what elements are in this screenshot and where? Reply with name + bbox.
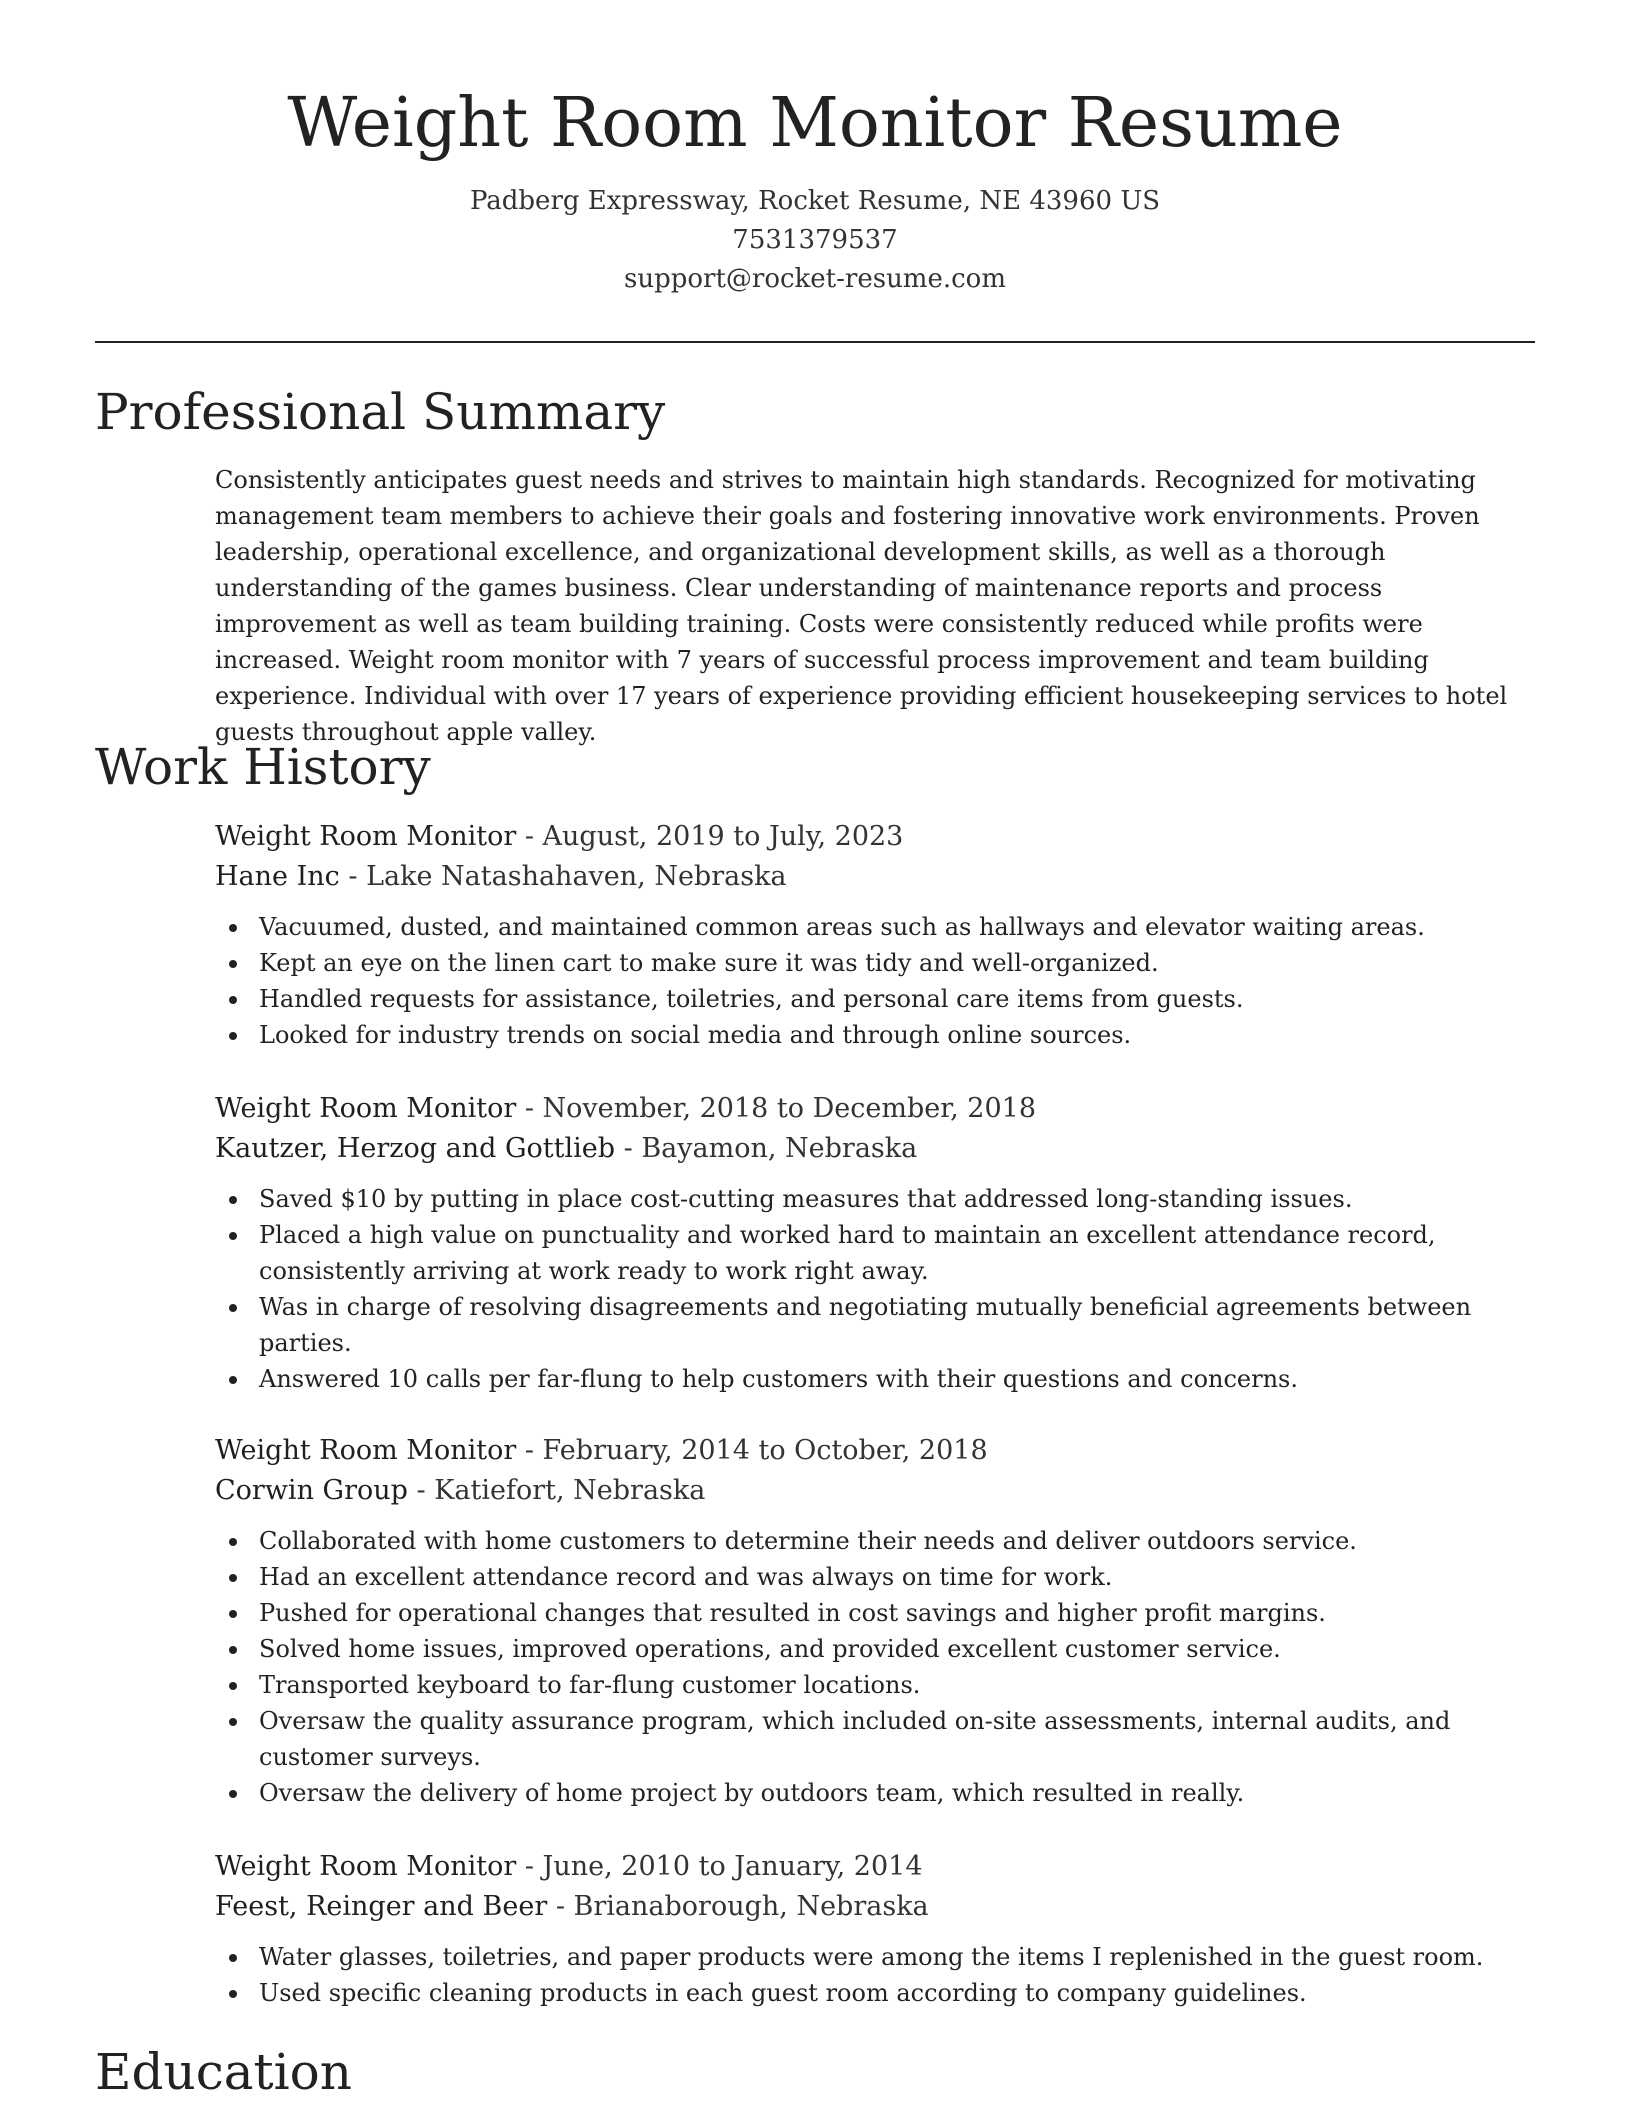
job-entry <box>215 1847 1535 2011</box>
job-bullet: Vacuumed, dusted, and maintained common areas such as hallways and elevator waiting areas. <box>259 909 1535 945</box>
job-title: Weight Room Monitor <box>215 1435 517 1466</box>
job-bullet: Oversaw the delivery of home project by outdoors team, which resulted in really. <box>259 1775 1535 1811</box>
job-separator: - <box>348 861 367 892</box>
education-heading: Education <box>95 2043 352 2101</box>
job-separator: - <box>623 1133 642 1164</box>
job-bullets <box>215 1181 1535 1397</box>
job-company-line <box>215 857 1535 897</box>
work-history-heading: Work History <box>95 738 431 796</box>
job-bullet: Kept an eye on the linen cart to make sure it was tidy and well-organized. <box>259 945 1535 981</box>
job-title-line <box>215 1089 1535 1129</box>
job-company-line <box>215 1129 1535 1169</box>
contact-info <box>95 182 1535 299</box>
job-dates: February, 2014 to October, 2018 <box>542 1435 988 1466</box>
job-bullet: Transported keyboard to far-flung customer locations. <box>259 1667 1535 1703</box>
job-bullet: Handled requests for assistance, toiletries, and personal care items from guests. <box>259 981 1535 1017</box>
job-company: Feest, Reinger and Beer <box>215 1891 548 1922</box>
job-bullets <box>215 1523 1535 1811</box>
job-bullet: Was in charge of resolving disagreements and negotiating mutually beneficial agreements between parties. <box>259 1289 1535 1361</box>
job-separator: - <box>416 1475 435 1506</box>
job-location: Bayamon, Nebraska <box>641 1133 918 1164</box>
contact-email: support@rocket-resume.com <box>623 264 1006 294</box>
job-bullet: Saved $10 by putting in place cost-cutting measures that addressed long-standing issues. <box>259 1181 1535 1217</box>
summary-heading: Professional Summary <box>95 383 666 441</box>
job-title: Weight Room Monitor <box>215 821 517 852</box>
job-entry <box>215 817 1535 1053</box>
job-separator: - <box>555 1891 574 1922</box>
job-location: Lake Natashahaven, Nebraska <box>366 861 787 892</box>
job-separator: - <box>524 1093 543 1124</box>
job-bullet: Had an excellent attendance record and was always on time for work. <box>259 1559 1535 1595</box>
job-title: Weight Room Monitor <box>215 1093 517 1124</box>
page-title: Weight Room Monitor Resume <box>287 84 1343 163</box>
job-company-line <box>215 1887 1535 1927</box>
job-company-line <box>215 1471 1535 1511</box>
job-bullet: Used specific cleaning products in each guest room according to company guidelines. <box>259 1975 1535 2011</box>
job-bullet: Oversaw the quality assurance program, which included on-site assessments, internal audits, and customer surveys. <box>259 1703 1535 1775</box>
job-entry <box>215 1431 1535 1811</box>
job-dates: June, 2010 to January, 2014 <box>542 1851 923 1882</box>
job-bullets <box>215 1939 1535 2011</box>
job-dates: November, 2018 to December, 2018 <box>542 1093 1037 1124</box>
job-bullets <box>215 909 1535 1053</box>
job-bullet: Solved home issues, improved operations, and provided excellent customer service. <box>259 1631 1535 1667</box>
job-location: Katiefort, Nebraska <box>434 1475 706 1506</box>
job-separator: - <box>524 821 543 852</box>
job-company: Corwin Group <box>215 1475 408 1506</box>
job-separator: - <box>524 1851 543 1882</box>
summary-text: Consistently anticipates guest needs and strives to maintain high standards. Recognized for motivating management team members to achieve their goals and fostering innovative work environments. Proven leadership, operational excellence, and organizational development skills, as well as a thorough understanding of the games business. Clear understanding of maintenance reports and process improvement as well as team building training. Costs were consistently reduced while profits were increased. Weight room monitor with 7 years of successful process improvement and team building experience. Individual with over 17 years of experience providing efficient housekeeping services to hotel guests throughout apple valley. <box>215 466 1508 746</box>
job-bullet: Answered 10 calls per far-flung to help customers with their questions and concerns. <box>259 1361 1535 1397</box>
job-bullet: Placed a high value on punctuality and worked hard to maintain an excellent attendance record, consistently arriving at work ready to work right away. <box>259 1217 1535 1289</box>
job-bullet: Pushed for operational changes that resulted in cost savings and higher profit margins. <box>259 1595 1535 1631</box>
job-separator: - <box>524 1435 543 1466</box>
header-divider <box>95 341 1535 343</box>
job-title-line <box>215 1431 1535 1471</box>
job-title-line <box>215 1847 1535 1887</box>
job-company: Hane Inc <box>215 861 340 892</box>
contact-address: Padberg Expressway, Rocket Resume, NE 43960 US <box>469 186 1161 216</box>
job-bullet: Collaborated with home customers to determine their needs and deliver outdoors service. <box>259 1523 1535 1559</box>
job-entry <box>215 1089 1535 1397</box>
contact-phone: 7531379537 <box>732 225 898 255</box>
job-title-line <box>215 817 1535 857</box>
job-location: Brianaborough, Nebraska <box>573 1891 929 1922</box>
job-bullet: Looked for industry trends on social media and through online sources. <box>259 1017 1535 1053</box>
resume-header <box>95 80 1535 299</box>
job-bullet: Water glasses, toiletries, and paper products were among the items I replenished in the guest room. <box>259 1939 1535 1975</box>
job-title: Weight Room Monitor <box>215 1851 517 1882</box>
job-dates: August, 2019 to July, 2023 <box>542 821 904 852</box>
job-company: Kautzer, Herzog and Gottlieb <box>215 1133 616 1164</box>
